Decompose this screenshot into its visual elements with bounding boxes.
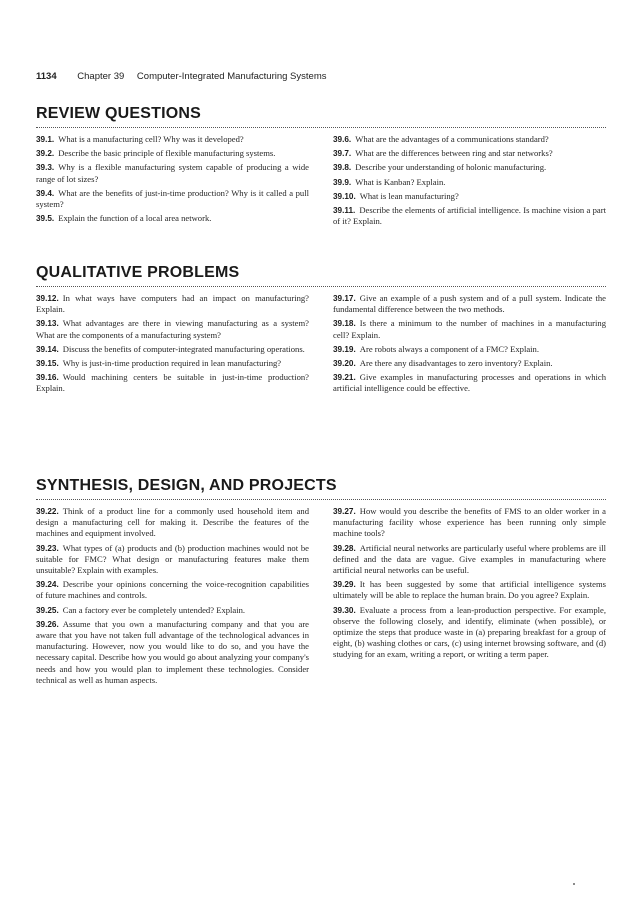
question-item: 39.8. Describe your understanding of holonic manufacturing. [333, 162, 547, 173]
question-item: 39.5. Explain the function of a local area network. [36, 213, 212, 224]
question-item: 39.7. What are the differences between ring and star networks? [333, 148, 553, 159]
left-column [36, 134, 309, 230]
scan-speck [573, 883, 575, 885]
question-item: 39.9. What is Kanban? Explain. [333, 176, 446, 187]
question-item: 39.14. Discuss the benefits of computer-integrated manufacturing operations. [36, 343, 305, 354]
section-qualitative-problems [36, 264, 606, 398]
question-item: 39.17. Give an example of a push system and of a pull system. Indicate the fundamental difference between the two methods. [333, 293, 606, 315]
question-item: 39.23. What types of (a) products and (b) production machines would not be suitable for FMC? What design or manufacturing features make them unsuitable? Explain with examples. [36, 542, 309, 576]
page-number: 1134 [36, 71, 57, 82]
question-item: 39.28. Artificial neural networks are particularly useful where problems are ill defined and the data are vague. Give examples in manufacturing where artificial neural networks can be useful. [333, 542, 606, 576]
right-column [333, 134, 606, 230]
section-title: REVIEW QUESTIONS [36, 105, 201, 122]
question-item: 39.21. Give examples in manufacturing processes and operations in which artificial intelligence could be effective. [333, 372, 606, 394]
question-item: 39.18. Is there a minimum to the number of machines in a manufacturing cell? Explain. [333, 318, 606, 340]
section-review-questions [36, 105, 606, 230]
question-item: 39.4. What are the benefits of just-in-time production? Why is it called a pull system? [36, 187, 309, 210]
question-item: 39.2. Describe the basic principle of flexible manufacturing systems. [36, 148, 276, 159]
question-item: 39.29. It has been suggested by some that artificial intelligence systems ultimately will be able to replace the human brain. Do you agree? Explain. [333, 579, 606, 601]
question-item: 39.19. Are robots always a component of a FMC? Explain. [333, 343, 540, 354]
section-title: QUALITATIVE PROBLEMS [36, 264, 240, 281]
question-item: 39.15. Why is just-in-time production required in lean manufacturing? [36, 358, 282, 369]
right-column [333, 293, 606, 398]
question-item: 39.3. Why is a flexible manufacturing system capable of producing a wide range of lot sizes? [36, 162, 309, 184]
right-column [333, 506, 606, 689]
running-header [36, 71, 606, 82]
question-item: 39.20. Are there any disadvantages to zero inventory? Explain. [333, 358, 553, 369]
question-item: 39.11. Describe the elements of artificial intelligence. Is machine vision a part of it? Explain. [333, 205, 606, 227]
question-item: 39.1. What is a manufacturing cell? Why was it developed? [36, 134, 244, 144]
question-item: 39.16. Would machining centers be suitable in just-in-time production? Explain. [36, 372, 309, 394]
section-title: SYNTHESIS, DESIGN, AND PROJECTS [36, 477, 337, 494]
question-item: 39.12. In what ways have computers had an impact on manufacturing? Explain. [36, 293, 309, 315]
question-item: 39.10. What is lean manufacturing? [333, 190, 459, 201]
left-column [36, 506, 309, 689]
question-item: 39.6. What are the advantages of a communications standard? [333, 134, 549, 144]
section-divider [36, 499, 606, 500]
question-item: 39.25. Can a factory ever be completely untended? Explain. [36, 604, 246, 615]
question-item: 39.24. Describe your opinions concerning the voice-recognition capabilities of future machines and controls. [36, 579, 309, 601]
question-item: 39.30. Evaluate a process from a lean-production perspective. For example, observe the following closely, and identify, eliminate (when possible), or optimize the steps that produce waste in (a) preparing breakfast for a group of eight, (b) washing clothes or cars, (c) using internet browsing software, and (d) studying for an exam, writing a report, or writing a term paper. [333, 604, 606, 660]
question-item: 39.26. Assume that you own a manufacturing company and that you are aware that you have not taken full advantage of the technological advances in manufacturing. However, now you would like to do so, and you have the necessary capital. Describe how you would go about analyzing your company's needs and how you would plan to implement these technologies. Consider technical as well as human aspects. [36, 618, 309, 685]
section-divider [36, 286, 606, 287]
section-divider [36, 127, 606, 128]
question-item: 39.22. Think of a product line for a commonly used household item and design a manufacturing cell for making it. Describe the features of the machines and equipment involved. [36, 506, 309, 539]
left-column [36, 293, 309, 398]
section-synthesis-design-projects [36, 477, 606, 689]
question-item: 39.27. How would you describe the benefits of FMS to an older worker in a manufacturing facility whose experience has been running only simple machine tools? [333, 506, 606, 539]
chapter-label: Chapter 39 [77, 71, 125, 82]
chapter-title: Computer-Integrated Manufacturing Systems [136, 71, 327, 82]
question-item: 39.13. What advantages are there in viewing manufacturing as a system? What are the components of a manufacturing system? [36, 318, 309, 340]
